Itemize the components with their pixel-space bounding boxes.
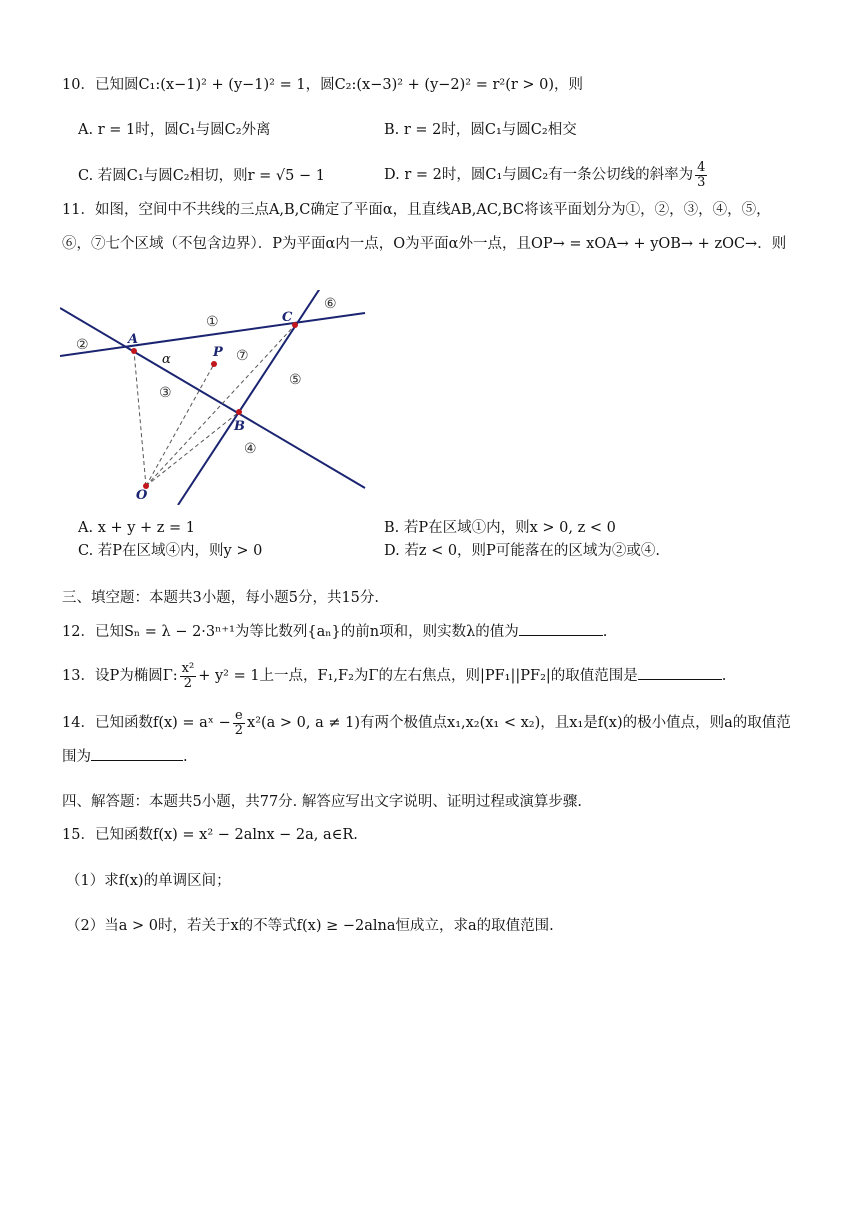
q14-end: .: [183, 749, 188, 765]
q12-end: .: [602, 624, 608, 640]
q13-text-post: + y² = 1上一点，F₁,F₂为Γ的左右焦点，则|PF₁||PF₂|的取值范围是: [198, 668, 638, 684]
q11-stem-line1: 11．如图，空间中不共线的三点A,B,C确定了平面α，且直线AB,AC,BC将该平面划分为①，②，③，④，⑤，: [62, 202, 771, 218]
fraction-numerator: e: [233, 709, 245, 724]
q10-option-d: [384, 157, 709, 193]
q12-text: 12．已知Sₙ = λ − 2·3ⁿ⁺¹为等比数列{aₙ}的前n项和，则实数λ的值为: [62, 624, 519, 640]
plane-figure-svg: [60, 290, 370, 505]
q10-option-b: B. r = 2时，圆C₁与圆C₂相交: [384, 122, 577, 138]
dash-op: [146, 364, 214, 486]
q12: [62, 621, 831, 643]
point-b: [236, 409, 242, 415]
q10-option-c: C. 若圆C₁与圆C₂相切，则r = √5 − 1: [78, 168, 325, 184]
fraction-numerator: x²: [181, 660, 195, 676]
q13-text-pre: 13．设P为椭圆Γ:: [62, 668, 178, 684]
q10-option-a: A. r = 1时，圆C₁与圆C₂外离: [78, 122, 271, 138]
q14-text-line2: 围为: [62, 749, 91, 765]
q11-option-d: D. 若z < 0，则P可能落在的区域为②或④.: [384, 543, 660, 559]
q11-option-a: A. x + y + z = 1: [78, 520, 196, 536]
region-3: ③: [159, 385, 172, 401]
q13: [62, 658, 831, 694]
q14-text-post: x²(a > 0, a ≠ 1)有两个极值点x₁,x₂(x₁ < x₂)，且x₁是f(x)的极小值点，则a的取值范: [247, 715, 791, 731]
q10-option-d-text: D. r = 2时，圆C₁与圆C₂有一条公切线的斜率为: [384, 167, 694, 183]
section-4-heading: 四、解答题：本题共5小题，共77分. 解答应写出文字说明、证明过程或演算步骤.: [62, 794, 583, 810]
q14-line2: [62, 746, 831, 768]
point-c: [292, 322, 298, 328]
dash-oa: [134, 351, 146, 486]
label-alpha: α: [162, 352, 171, 367]
fraction-denominator: 3: [697, 174, 706, 190]
q14-line1: [62, 705, 831, 741]
q11-option-c: C. 若P在区域④内，则y > 0: [78, 543, 263, 559]
q14-text-pre: 14．已知函数f(x) = aˣ −: [62, 715, 231, 731]
region-5: ⑤: [289, 372, 302, 388]
label-o: O: [136, 488, 148, 503]
point-a: [131, 348, 137, 354]
fraction-numerator: 4: [697, 159, 706, 175]
line-bc: [178, 290, 332, 505]
q14-fraction: [233, 709, 245, 738]
point-p: [211, 361, 217, 367]
label-b: B: [234, 419, 245, 434]
q12-answer-blank[interactable]: [519, 621, 603, 636]
region-2: ②: [76, 337, 89, 353]
fraction-denominator: 2: [234, 722, 244, 738]
q13-answer-blank[interactable]: [638, 665, 722, 680]
fraction-denominator: 2: [183, 675, 193, 691]
q11-stem-line2: ⑥，⑦七个区域（不包含边界）．P为平面α内一点，O为平面α外一点，且OP→ = xOA→ + yOB→ + zOC→．则: [62, 236, 787, 252]
label-p: P: [213, 345, 223, 360]
label-a: A: [128, 332, 139, 347]
region-4: ④: [244, 441, 257, 457]
q11-option-b: B. 若P在区域①内，则x > 0, z < 0: [384, 520, 616, 536]
q10-option-d-fraction: [695, 161, 707, 190]
region-1: ①: [206, 314, 219, 330]
q10-stem: 10．已知圆C₁:(x−1)² + (y−1)² = 1，圆C₂:(x−3)² + (y−2)² = r²(r > 0)，则: [62, 77, 584, 93]
plane-figure: [60, 290, 370, 505]
region-6: ⑥: [324, 296, 337, 312]
q15-stem: 15．已知函数f(x) = x² − 2alnx − 2a, a∈R.: [62, 827, 358, 843]
section-3-heading: 三、填空题：本题共3小题，每小题5分，共15分.: [62, 590, 380, 606]
q14-answer-blank[interactable]: [91, 746, 183, 761]
q15-part-1: （1）求f(x)的单调区间；: [66, 873, 231, 889]
dash-ob: [146, 412, 239, 486]
region-7: ⑦: [236, 348, 249, 364]
q15-part-2: （2）当a > 0时，若关于x的不等式f(x) ≥ −2alna恒成立，求a的取值范围.: [66, 918, 554, 934]
label-c: C: [282, 310, 293, 325]
q13-fraction: [180, 662, 197, 691]
q13-end: .: [721, 668, 727, 684]
